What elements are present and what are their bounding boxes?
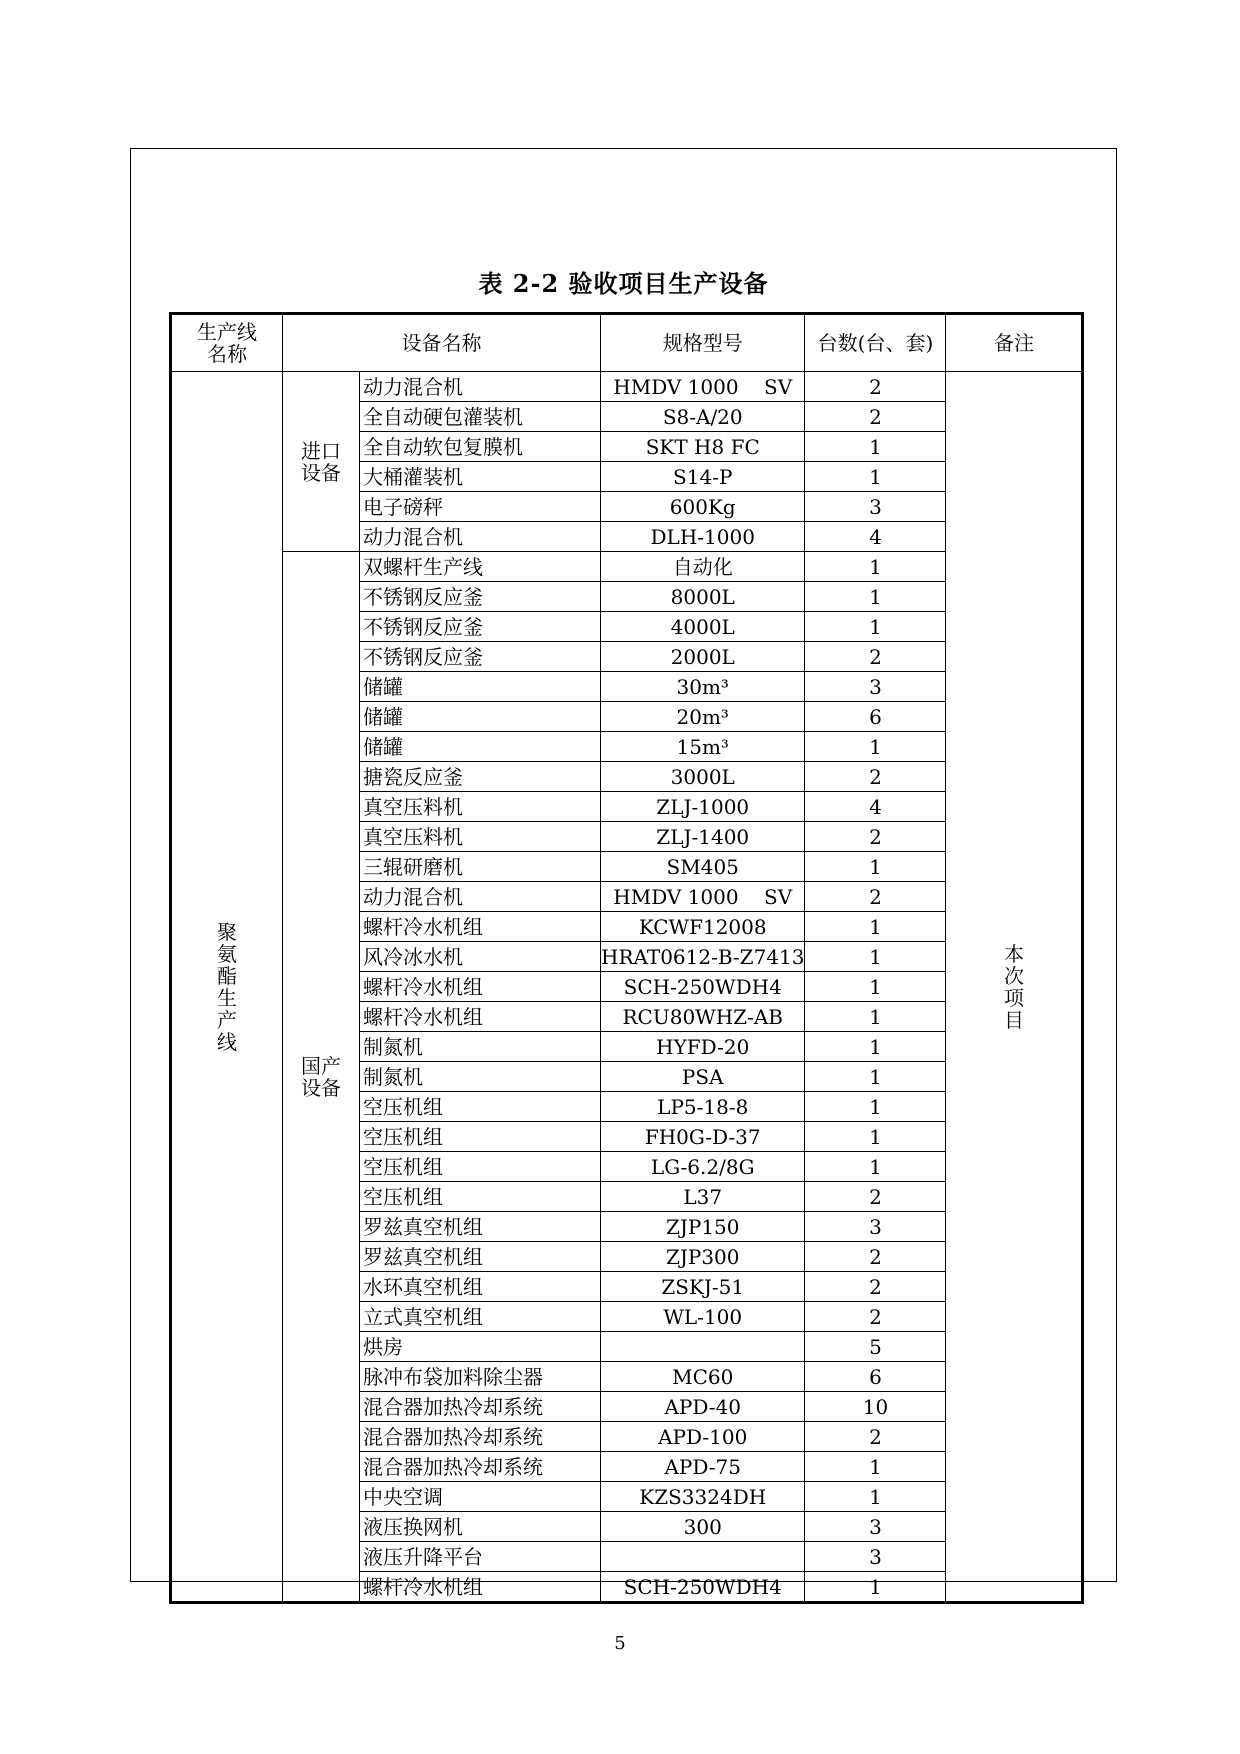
- model-cell: HYFD-20: [601, 1032, 805, 1062]
- table-row: [171, 372, 1083, 402]
- count-cell: 1: [805, 1152, 946, 1182]
- model-cell: 15m³: [601, 732, 805, 762]
- count-cell: 2: [805, 1242, 946, 1272]
- equipment-name-cell: 螺杆冷水机组: [360, 912, 601, 942]
- count-cell: 3: [805, 1542, 946, 1572]
- group-label-text: 进口: [301, 438, 341, 463]
- equipment-name-cell: 空压机组: [360, 1182, 601, 1212]
- model-cell: KZS3324DH: [601, 1482, 805, 1512]
- equipment-name-cell: 不锈钢反应釜: [360, 582, 601, 612]
- equipment-name-cell: 双螺杆生产线: [360, 552, 601, 582]
- header-line-name: [171, 314, 283, 372]
- equipment-name-cell: 不锈钢反应釜: [360, 642, 601, 672]
- equipment-name-cell: 罗兹真空机组: [360, 1242, 601, 1272]
- equipment-name-cell: 储罐: [360, 702, 601, 732]
- count-cell: 2: [805, 822, 946, 852]
- header-line-name-1: 生产线: [197, 320, 257, 344]
- model-cell: MC60: [601, 1362, 805, 1392]
- header-line-name-2: 名称: [207, 342, 247, 366]
- equipment-name-cell: 三辊研磨机: [360, 852, 601, 882]
- header-equipment-name: 设备名称: [283, 314, 601, 372]
- model-cell: APD-40: [601, 1392, 805, 1422]
- equipment-name-cell: 液压换网机: [360, 1512, 601, 1542]
- count-cell: 1: [805, 1452, 946, 1482]
- model-cell: RCU80WHZ-AB: [601, 1002, 805, 1032]
- equipment-name-cell: 脉冲布袋加料除尘器: [360, 1362, 601, 1392]
- count-cell: 10: [805, 1392, 946, 1422]
- equipment-name-cell: 制氮机: [360, 1062, 601, 1092]
- model-cell: FH0G-D-37: [601, 1122, 805, 1152]
- count-cell: 1: [805, 612, 946, 642]
- remark-cell: [946, 372, 1083, 1603]
- count-cell: 2: [805, 1272, 946, 1302]
- model-cell: SCH-250WDH4: [601, 972, 805, 1002]
- equipment-name-cell: 立式真空机组: [360, 1302, 601, 1332]
- equipment-name-cell: 真空压料机: [360, 792, 601, 822]
- table-header-row: [171, 314, 1083, 372]
- count-cell: 1: [805, 1572, 946, 1603]
- group-label-cell: [283, 372, 360, 552]
- equipment-name-cell: 罗兹真空机组: [360, 1212, 601, 1242]
- model-cell: ZSKJ-51: [601, 1272, 805, 1302]
- model-cell: 20m³: [601, 702, 805, 732]
- group-label-cell: [283, 552, 360, 1603]
- count-cell: 1: [805, 1122, 946, 1152]
- count-cell: 1: [805, 942, 946, 972]
- count-cell: 3: [805, 1512, 946, 1542]
- equipment-table: [169, 312, 1084, 1604]
- count-cell: 2: [805, 1302, 946, 1332]
- line-name-char: 氨: [217, 941, 237, 966]
- line-name-char: 聚: [217, 919, 237, 944]
- model-cell: SCH-250WDH4: [601, 1572, 805, 1603]
- equipment-name-cell: 真空压料机: [360, 822, 601, 852]
- header-model: 规格型号: [601, 314, 805, 372]
- equipment-name-cell: 混合器加热冷却系统: [360, 1422, 601, 1452]
- equipment-name-cell: 烘房: [360, 1332, 601, 1362]
- equipment-name-cell: 不锈钢反应釜: [360, 612, 601, 642]
- count-cell: 2: [805, 1422, 946, 1452]
- model-cell: LG-6.2/8G: [601, 1152, 805, 1182]
- count-cell: 1: [805, 552, 946, 582]
- model-cell: ZLJ-1400: [601, 822, 805, 852]
- count-cell: 1: [805, 912, 946, 942]
- count-cell: 2: [805, 372, 946, 402]
- model-cell: 300: [601, 1512, 805, 1542]
- model-cell: S14-P: [601, 462, 805, 492]
- count-cell: 1: [805, 732, 946, 762]
- line-name-char: 生: [217, 985, 237, 1010]
- count-cell: 3: [805, 492, 946, 522]
- equipment-name-cell: 螺杆冷水机组: [360, 1572, 601, 1603]
- count-cell: 3: [805, 1212, 946, 1242]
- equipment-name-cell: 制氮机: [360, 1032, 601, 1062]
- page-number: 5: [614, 1633, 626, 1654]
- equipment-name-cell: 混合器加热冷却系统: [360, 1392, 601, 1422]
- equipment-name-cell: 混合器加热冷却系统: [360, 1452, 601, 1482]
- equipment-name-cell: 储罐: [360, 732, 601, 762]
- equipment-name-cell: 水环真空机组: [360, 1272, 601, 1302]
- count-cell: 1: [805, 1032, 946, 1062]
- remark-char: 次: [1003, 963, 1024, 988]
- model-cell: ZJP150: [601, 1212, 805, 1242]
- equipment-name-cell: 中央空调: [360, 1482, 601, 1512]
- model-cell: HRAT0612-B-Z7413: [601, 942, 805, 972]
- count-cell: 4: [805, 792, 946, 822]
- count-cell: 3: [805, 672, 946, 702]
- equipment-name-cell: 全自动软包复膜机: [360, 432, 601, 462]
- equipment-name-cell: 动力混合机: [360, 372, 601, 402]
- line-name-char: 酯: [217, 963, 237, 988]
- model-cell: ZJP300: [601, 1242, 805, 1272]
- count-cell: 1: [805, 582, 946, 612]
- remark-char: 目: [1003, 1007, 1024, 1032]
- model-cell: 3000L: [601, 762, 805, 792]
- equipment-name-cell: 风冷冰水机: [360, 942, 601, 972]
- equipment-name-cell: 动力混合机: [360, 522, 601, 552]
- remark-char: 项: [1003, 985, 1024, 1010]
- model-cell: [601, 1332, 805, 1362]
- remark-char: 本: [1003, 941, 1024, 966]
- count-cell: 2: [805, 762, 946, 792]
- count-cell: 1: [805, 1062, 946, 1092]
- equipment-name-cell: 液压升降平台: [360, 1542, 601, 1572]
- model-cell: 自动化: [601, 552, 805, 582]
- count-cell: 2: [805, 402, 946, 432]
- model-cell: APD-100: [601, 1422, 805, 1452]
- equipment-name-cell: 螺杆冷水机组: [360, 1002, 601, 1032]
- model-cell: 2000L: [601, 642, 805, 672]
- count-cell: 1: [805, 972, 946, 1002]
- equipment-name-cell: 螺杆冷水机组: [360, 972, 601, 1002]
- model-cell: 4000L: [601, 612, 805, 642]
- equipment-name-cell: 搪瓷反应釜: [360, 762, 601, 792]
- count-cell: 4: [805, 522, 946, 552]
- model-cell: [601, 1542, 805, 1572]
- count-cell: 1: [805, 1002, 946, 1032]
- group-label-text: 设备: [301, 1075, 341, 1100]
- group-label-text: 设备: [301, 460, 341, 485]
- model-cell: 8000L: [601, 582, 805, 612]
- count-cell: 1: [805, 1482, 946, 1512]
- equipment-name-cell: 空压机组: [360, 1152, 601, 1182]
- count-cell: 1: [805, 1092, 946, 1122]
- equipment-name-cell: 储罐: [360, 672, 601, 702]
- group-label-text: 国产: [301, 1053, 341, 1078]
- count-cell: 5: [805, 1332, 946, 1362]
- model-cell: 600Kg: [601, 492, 805, 522]
- equipment-name-cell: 空压机组: [360, 1122, 601, 1152]
- model-cell: L37: [601, 1182, 805, 1212]
- line-name-cell: [171, 372, 283, 1603]
- count-cell: 6: [805, 1362, 946, 1392]
- model-cell: SM405: [601, 852, 805, 882]
- model-cell: APD-75: [601, 1452, 805, 1482]
- count-cell: 1: [805, 852, 946, 882]
- model-cell: 30m³: [601, 672, 805, 702]
- header-remark: 备注: [946, 314, 1083, 372]
- model-cell: HMDV 1000 SV: [601, 372, 805, 402]
- model-cell: KCWF12008: [601, 912, 805, 942]
- equipment-name-cell: 电子磅秤: [360, 492, 601, 522]
- header-count: 台数(台、套): [805, 314, 946, 372]
- line-name-char: 产: [217, 1007, 237, 1032]
- model-cell: HMDV 1000 SV: [601, 882, 805, 912]
- model-cell: S8-A/20: [601, 402, 805, 432]
- model-cell: SKT H8 FC: [601, 432, 805, 462]
- equipment-table-body: [171, 314, 1083, 1603]
- count-cell: 1: [805, 462, 946, 492]
- equipment-name-cell: 大桶灌装机: [360, 462, 601, 492]
- equipment-name-cell: 动力混合机: [360, 882, 601, 912]
- count-cell: 2: [805, 882, 946, 912]
- count-cell: 6: [805, 702, 946, 732]
- model-cell: DLH-1000: [601, 522, 805, 552]
- equipment-name-cell: 空压机组: [360, 1092, 601, 1122]
- model-cell: ZLJ-1000: [601, 792, 805, 822]
- count-cell: 2: [805, 1182, 946, 1212]
- model-cell: WL-100: [601, 1302, 805, 1332]
- model-cell: PSA: [601, 1062, 805, 1092]
- model-cell: LP5-18-8: [601, 1092, 805, 1122]
- count-cell: 1: [805, 432, 946, 462]
- line-name-char: 线: [217, 1029, 237, 1054]
- table-title: 表 2-2 验收项目生产设备: [478, 269, 769, 298]
- count-cell: 2: [805, 642, 946, 672]
- equipment-name-cell: 全自动硬包灌装机: [360, 402, 601, 432]
